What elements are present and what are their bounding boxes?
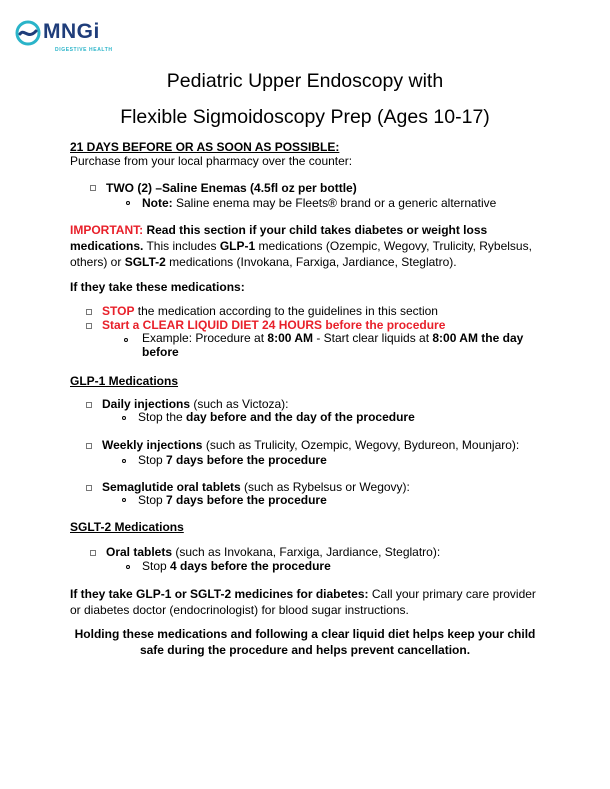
glp1-weekly-item: Weekly injections (such as Trulicity, Ozempic, Wegovy, Bydureon, Mounjaro): — [102, 438, 520, 452]
logo-wordmark: MNGi — [43, 20, 100, 43]
circle-bullet-icon — [122, 459, 126, 463]
checkbox-icon — [86, 443, 92, 449]
circle-bullet-icon — [122, 416, 126, 420]
logo-tagline: DIGESTIVE HEALTH — [55, 47, 113, 53]
important-line2: medications. This includes GLP-1 medications (Ozempic, Wegovy, Trulicity, Rybelsus, — [70, 239, 532, 253]
sglt2-sub: Stop 4 days before the procedure — [142, 559, 331, 573]
if-take-heading: If they take these medications: — [70, 280, 245, 294]
glp1-oral-sub: Stop 7 days before the procedure — [138, 493, 327, 507]
example-line1: Example: Procedure at 8:00 AM - Start clear liquids at 8:00 AM the day — [142, 331, 524, 345]
circle-bullet-icon — [126, 565, 130, 569]
checkbox-icon — [90, 550, 96, 556]
closing-line2: safe during the procedure and helps prevent cancellation. — [139, 643, 471, 657]
closing-line1: Holding these medications and following a clear liquid diet helps keep your child — [74, 627, 536, 641]
checkbox-icon — [90, 185, 96, 191]
glp1-daily-item: Daily injections (such as Victoza): — [102, 397, 289, 411]
diabetes-line1: If they take GLP-1 or SGLT-2 medicines for diabetes: Call your primary care provider — [70, 587, 536, 601]
important-line1: IMPORTANT: Read this section if your child takes diabetes or weight loss — [70, 223, 488, 237]
glp1-weekly-sub: Stop 7 days before the procedure — [138, 453, 327, 467]
checkbox-icon — [86, 485, 92, 491]
glp1-daily-sub: Stop the day before and the day of the procedure — [138, 410, 415, 424]
sglt2-oral-item: Oral tablets (such as Invokana, Farxiga, Jardiance, Steglatro): — [106, 545, 441, 559]
important-line3: others) or SGLT-2 medications (Invokana, Farxiga, Jardiance, Steglatro). — [70, 255, 457, 269]
clear-liquid-item: Start a CLEAR LIQUID DIET 24 HOURS before the procedure — [102, 318, 446, 332]
diabetes-line2: or diabetes doctor (endocrinologist) for blood sugar instructions. — [70, 603, 409, 617]
sglt2-heading: SGLT-2 Medications — [70, 520, 184, 534]
example-line2: before — [142, 345, 179, 359]
logo-mark-icon — [15, 20, 43, 46]
checkbox-icon — [86, 323, 92, 329]
stop-item: STOP the medication according to the guidelines in this section — [102, 304, 438, 318]
days21-intro: Purchase from your local pharmacy over the counter: — [70, 154, 353, 168]
circle-bullet-icon — [126, 201, 130, 205]
checkbox-icon — [86, 309, 92, 315]
enema-note: Note: Saline enema may be Fleets® brand or a generic alternative — [142, 196, 497, 210]
circle-bullet-icon — [124, 338, 128, 342]
page-title-line1: Pediatric Upper Endoscopy with — [166, 70, 444, 92]
page-title-line2: Flexible Sigmoidoscopy Prep (Ages 10-17) — [120, 106, 490, 128]
glp1-heading: GLP-1 Medications — [70, 374, 179, 388]
circle-bullet-icon — [122, 498, 126, 502]
glp1-oral-item: Semaglutide oral tablets (such as Rybelsus or Wegovy): — [102, 480, 410, 494]
mngi-logo — [15, 20, 135, 60]
enema-item: TWO (2) –Saline Enemas (4.5fl oz per bottle) — [106, 181, 357, 195]
checkbox-icon — [86, 402, 92, 408]
days21-heading: 21 DAYS BEFORE OR AS SOON AS POSSIBLE: — [70, 140, 340, 154]
